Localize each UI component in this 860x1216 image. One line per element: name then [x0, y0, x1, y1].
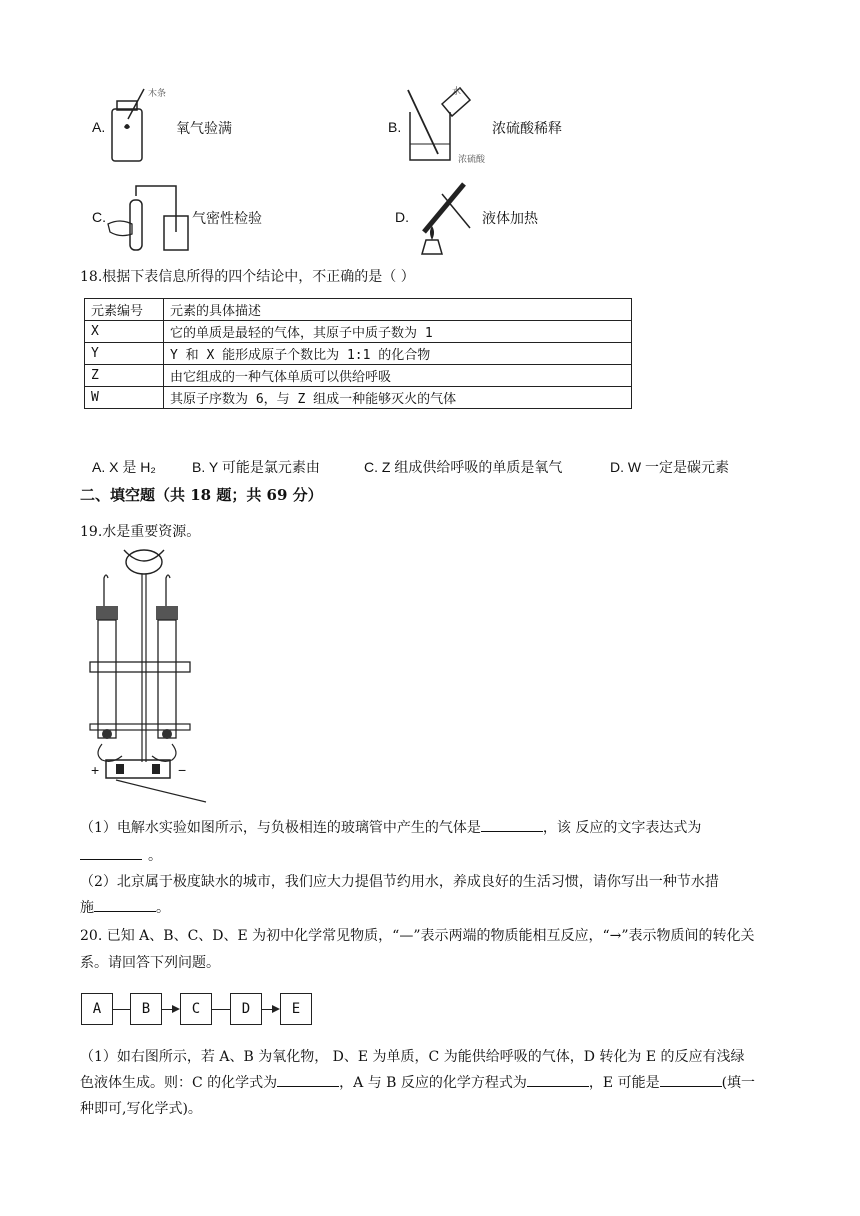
q18-option-a: A. X 是 H₂	[92, 459, 156, 475]
q18-stem: 18.根据下表信息所得的四个结论中，不正确的是（ ）	[80, 269, 415, 285]
box-b: B	[130, 993, 162, 1025]
transform-arrow	[162, 1009, 178, 1010]
electrolysis-apparatus-illustration	[86, 548, 216, 804]
q18-option-c: C. Z 组成供给呼吸的单质是氧气	[364, 459, 563, 475]
q19-part1	[80, 817, 780, 837]
answer-blank[interactable]	[80, 847, 142, 860]
element-table	[84, 298, 632, 409]
q19-part2-line2	[80, 897, 170, 917]
q20-text: ，E 可能是	[588, 1075, 660, 1091]
q19-part2-text: 施	[80, 900, 94, 916]
q19-part1-text: ，该 反应的文字表达式为	[542, 820, 702, 836]
q20-stem-line2: 系。请回答下列问题。	[80, 955, 220, 971]
table-header-row	[85, 299, 632, 321]
plus-label: +	[91, 762, 100, 778]
q19-part1-text: （1）电解水实验如图所示，与负极相连的玻璃管中产生的气体是	[80, 820, 481, 836]
option-letter: D.	[395, 209, 409, 225]
q20-text: ，A 与 B 反应的化学方程式为	[339, 1075, 527, 1091]
table-cell: Y	[85, 343, 164, 365]
airtightness-illustration	[104, 176, 192, 256]
table-row	[85, 343, 632, 365]
q20-part1: （1）如右图所示，若 A、B 为氧化物， D、E 为单质，C 为能供给呼吸的气体，D 转化为 E 的反应有浅绿	[80, 1049, 745, 1065]
q20-part1-line2	[80, 1072, 790, 1092]
transform-arrow	[262, 1009, 278, 1010]
table-header-cell: 元素编号	[85, 299, 164, 321]
option-letter: C.	[92, 209, 106, 225]
answer-blank[interactable]	[94, 899, 156, 912]
box-a: A	[81, 993, 113, 1025]
box-c: C	[180, 993, 212, 1025]
answer-blank[interactable]	[277, 1074, 339, 1087]
table-row	[85, 321, 632, 343]
q19-part1-line2	[80, 845, 162, 865]
label-mutiao: 木条	[148, 89, 167, 99]
table-header-cell: 元素的具体描述	[164, 299, 632, 321]
answer-blank[interactable]	[660, 1074, 722, 1087]
option-letter: B.	[388, 119, 402, 135]
liquid-heating-illustration	[408, 174, 478, 260]
table-cell: Y 和 X 能形成原子个数比为 1:1 的化合物	[164, 343, 632, 365]
table-cell: X	[85, 321, 164, 343]
option-text: 浓硫酸稀释	[492, 121, 562, 137]
section-title: 二、填空题（共 18 题；共 69 分）	[80, 486, 323, 504]
q20-text: (填一	[721, 1075, 756, 1091]
q20-text: 色液体生成。则：C 的化学式为	[80, 1075, 278, 1091]
table-cell: W	[85, 387, 164, 409]
minus-label: −	[178, 762, 187, 778]
q19-part2: （2）北京属于极度缺水的城市，我们应大力提倡节约用水，养成良好的生活习惯，请你写出一种节水措	[80, 874, 719, 890]
option-text: 气密性检验	[192, 211, 262, 227]
table-cell: Z	[85, 365, 164, 387]
box-e: E	[280, 993, 312, 1025]
box-d: D	[230, 993, 262, 1025]
q19-part1-text: 。	[148, 848, 162, 864]
q18-option-b: B. Y 可能是氯元素由	[192, 459, 320, 475]
label-acid: 浓硫酸	[458, 155, 486, 165]
q19-stem: 19.水是重要资源。	[80, 524, 201, 540]
reaction-line	[113, 1009, 130, 1010]
table-cell: 其原子序数为 6，与 Z 组成一种能够灭火的气体	[164, 387, 632, 409]
answer-blank[interactable]	[481, 819, 543, 832]
q18-option-d: D. W 一定是碳元素	[610, 459, 729, 475]
q20-part1-line3: 种即可,写化学式)。	[80, 1101, 202, 1117]
reaction-line	[212, 1009, 230, 1010]
option-text: 液体加热	[482, 211, 538, 227]
table-cell: 由它组成的一种气体单质可以供给呼吸	[164, 365, 632, 387]
answer-blank[interactable]	[527, 1074, 589, 1087]
q20-stem: 20. 已知 A、B、C、D、E 为初中化学常见物质，“—”表示两端的物质能相互反应，“→”表示物质间的转化关	[80, 928, 755, 944]
table-row	[85, 365, 632, 387]
table-row	[85, 387, 632, 409]
option-text: 氧气验满	[176, 121, 232, 137]
q19-part2-text: 。	[156, 900, 170, 916]
table-cell: 它的单质是最轻的气体，其原子中质子数为 1	[164, 321, 632, 343]
option-letter: A.	[92, 119, 106, 135]
label-water: 水	[452, 87, 462, 97]
